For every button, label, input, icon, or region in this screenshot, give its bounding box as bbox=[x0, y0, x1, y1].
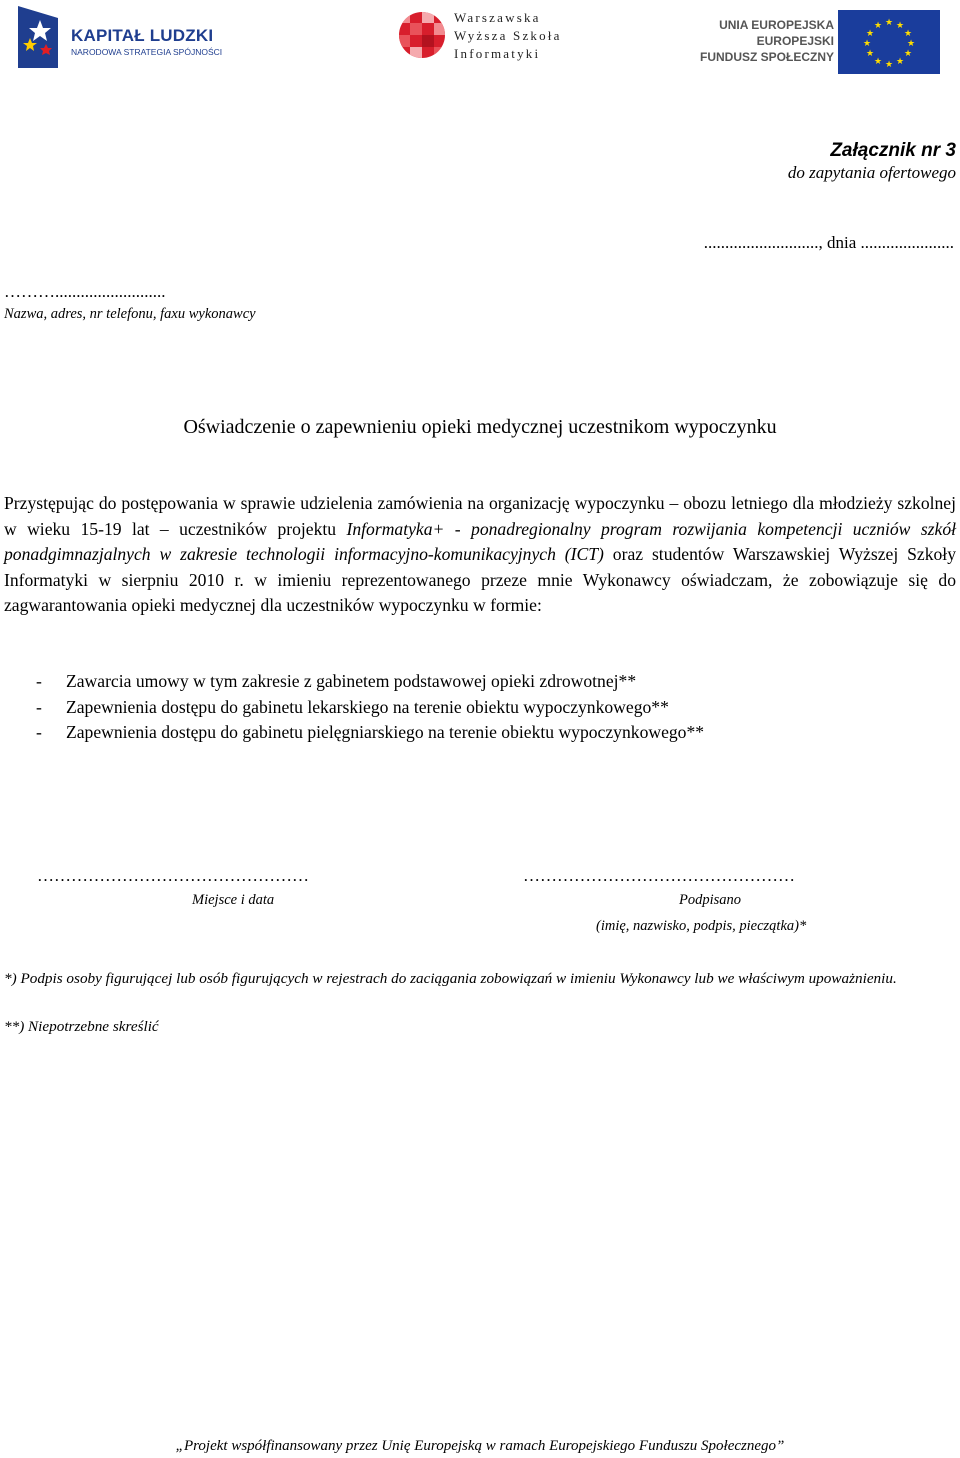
svg-text:★: ★ bbox=[903, 49, 913, 59]
list-item bbox=[36, 669, 704, 695]
svg-text:★: ★ bbox=[903, 29, 913, 39]
annex-number: Załącznik nr 3 bbox=[830, 140, 956, 161]
footnote-strike: **) Niepotrzebne skreślić bbox=[4, 1018, 159, 1035]
eu-logo bbox=[690, 10, 942, 76]
list-item-text: Zapewnienia dostępu do gabinetu pielęgniarskiego na terenie obiektu wypoczynkowego** bbox=[66, 722, 705, 742]
kapital-ludzki-title: KAPITAŁ LUDZKI bbox=[71, 26, 214, 45]
svg-text:★: ★ bbox=[865, 29, 875, 39]
eu-line-1: UNIA EUROPEJSKA bbox=[719, 18, 834, 32]
signed-signature-line: ………………………………………… bbox=[523, 866, 795, 885]
svg-text:★: ★ bbox=[895, 21, 905, 31]
list-dash: - bbox=[36, 671, 42, 691]
list-item bbox=[36, 695, 704, 721]
svg-text:★: ★ bbox=[873, 57, 883, 67]
list-item-text: Zapewnienia dostępu do gabinetu lekarskiego na terenie obiektu wypoczynkowego** bbox=[66, 696, 669, 717]
eu-flag-icon bbox=[838, 10, 940, 74]
contractor-label: Nazwa, adres, nr telefonu, faxu wykonawcy bbox=[4, 306, 256, 322]
list-dash: - bbox=[36, 722, 42, 742]
wwsi-line-2: Wyższa Szkoła bbox=[454, 28, 562, 43]
signature-details-caption: (imię, nazwisko, podpis, pieczątka)* bbox=[596, 918, 807, 934]
annex-reference: do zapytania ofertowego bbox=[787, 163, 956, 182]
wwsi-logo bbox=[398, 8, 588, 64]
place-date-line: ..........................., dnia ...................... bbox=[703, 233, 954, 252]
place-date-signature-line: ………………………………………… bbox=[37, 866, 309, 885]
svg-text:★: ★ bbox=[884, 18, 894, 28]
wwsi-emblem-icon bbox=[398, 11, 446, 59]
svg-text:★: ★ bbox=[862, 39, 872, 49]
svg-text:★: ★ bbox=[873, 21, 883, 31]
kapital-ludzki-emblem-icon bbox=[16, 4, 60, 70]
svg-text:★: ★ bbox=[865, 49, 875, 59]
kapital-ludzki-subtitle: NARODOWA STRATEGIA SPÓJNOŚCI bbox=[71, 47, 223, 57]
footnote-signature: *) Podpis osoby figurującej lub osób figurujących w rejestrach do zaciągania zobowiązań w imieniu Wykonawcy lub we właściwym upoważnieniu. bbox=[4, 970, 897, 987]
statement-paragraph bbox=[4, 491, 956, 619]
eu-line-3: FUNDUSZ SPOŁECZNY bbox=[699, 50, 834, 64]
care-options-list bbox=[36, 669, 704, 746]
contractor-placeholder: ……….......................... bbox=[4, 282, 166, 301]
list-item bbox=[36, 720, 704, 746]
statement-outro: oraz studentów Warszawskiej Wyższej Szkoły Informatyki w sierpniu 2010 r. w imieniu reprezentowanego przeze mnie Wykonawcy oświadczam, że zobowiązuje się do zagwarantowania opieki medycznej dla uczestników wypoczynku w formie: bbox=[4, 544, 956, 615]
wwsi-line-1: Warszawska bbox=[454, 10, 541, 25]
project-name: Informatyka+ - ponadregionalny program rozwijania kompetencji uczniów szkół ponadgimnazjalnych w zakresie technologii informacyjno-komunikacyjnych (ICT) bbox=[4, 518, 957, 564]
funding-footer: „Projekt współfinansowany przez Unię Europejską w ramach Europejskiego Funduszu Społecznego” bbox=[175, 1438, 785, 1454]
signed-caption: Podpisano bbox=[679, 892, 742, 908]
wwsi-line-3: Informatyki bbox=[454, 46, 541, 61]
svg-text:★: ★ bbox=[884, 60, 894, 70]
svg-text:★: ★ bbox=[906, 39, 916, 49]
statement-intro: Przystępując do postępowania w sprawie udzielenia zamówienia na organizację wypoczynku – obozu letniego dla młodzieży szkolnej w wieku 15-19 lat – uczestników projektu bbox=[4, 493, 956, 539]
svg-text:★: ★ bbox=[895, 57, 905, 67]
document-title: Oświadczenie o zapewnieniu opieki medycznej uczestnikom wypoczynku bbox=[183, 416, 777, 438]
list-dash: - bbox=[36, 696, 42, 717]
eu-line-2: EUROPEJSKI bbox=[756, 34, 834, 48]
list-item-text: Zawarcia umowy w tym zakresie z gabinetem podstawowej opieki zdrowotnej** bbox=[66, 671, 637, 691]
place-date-caption: Miejsce i data bbox=[192, 892, 275, 908]
kapital-ludzki-logo bbox=[16, 4, 223, 70]
